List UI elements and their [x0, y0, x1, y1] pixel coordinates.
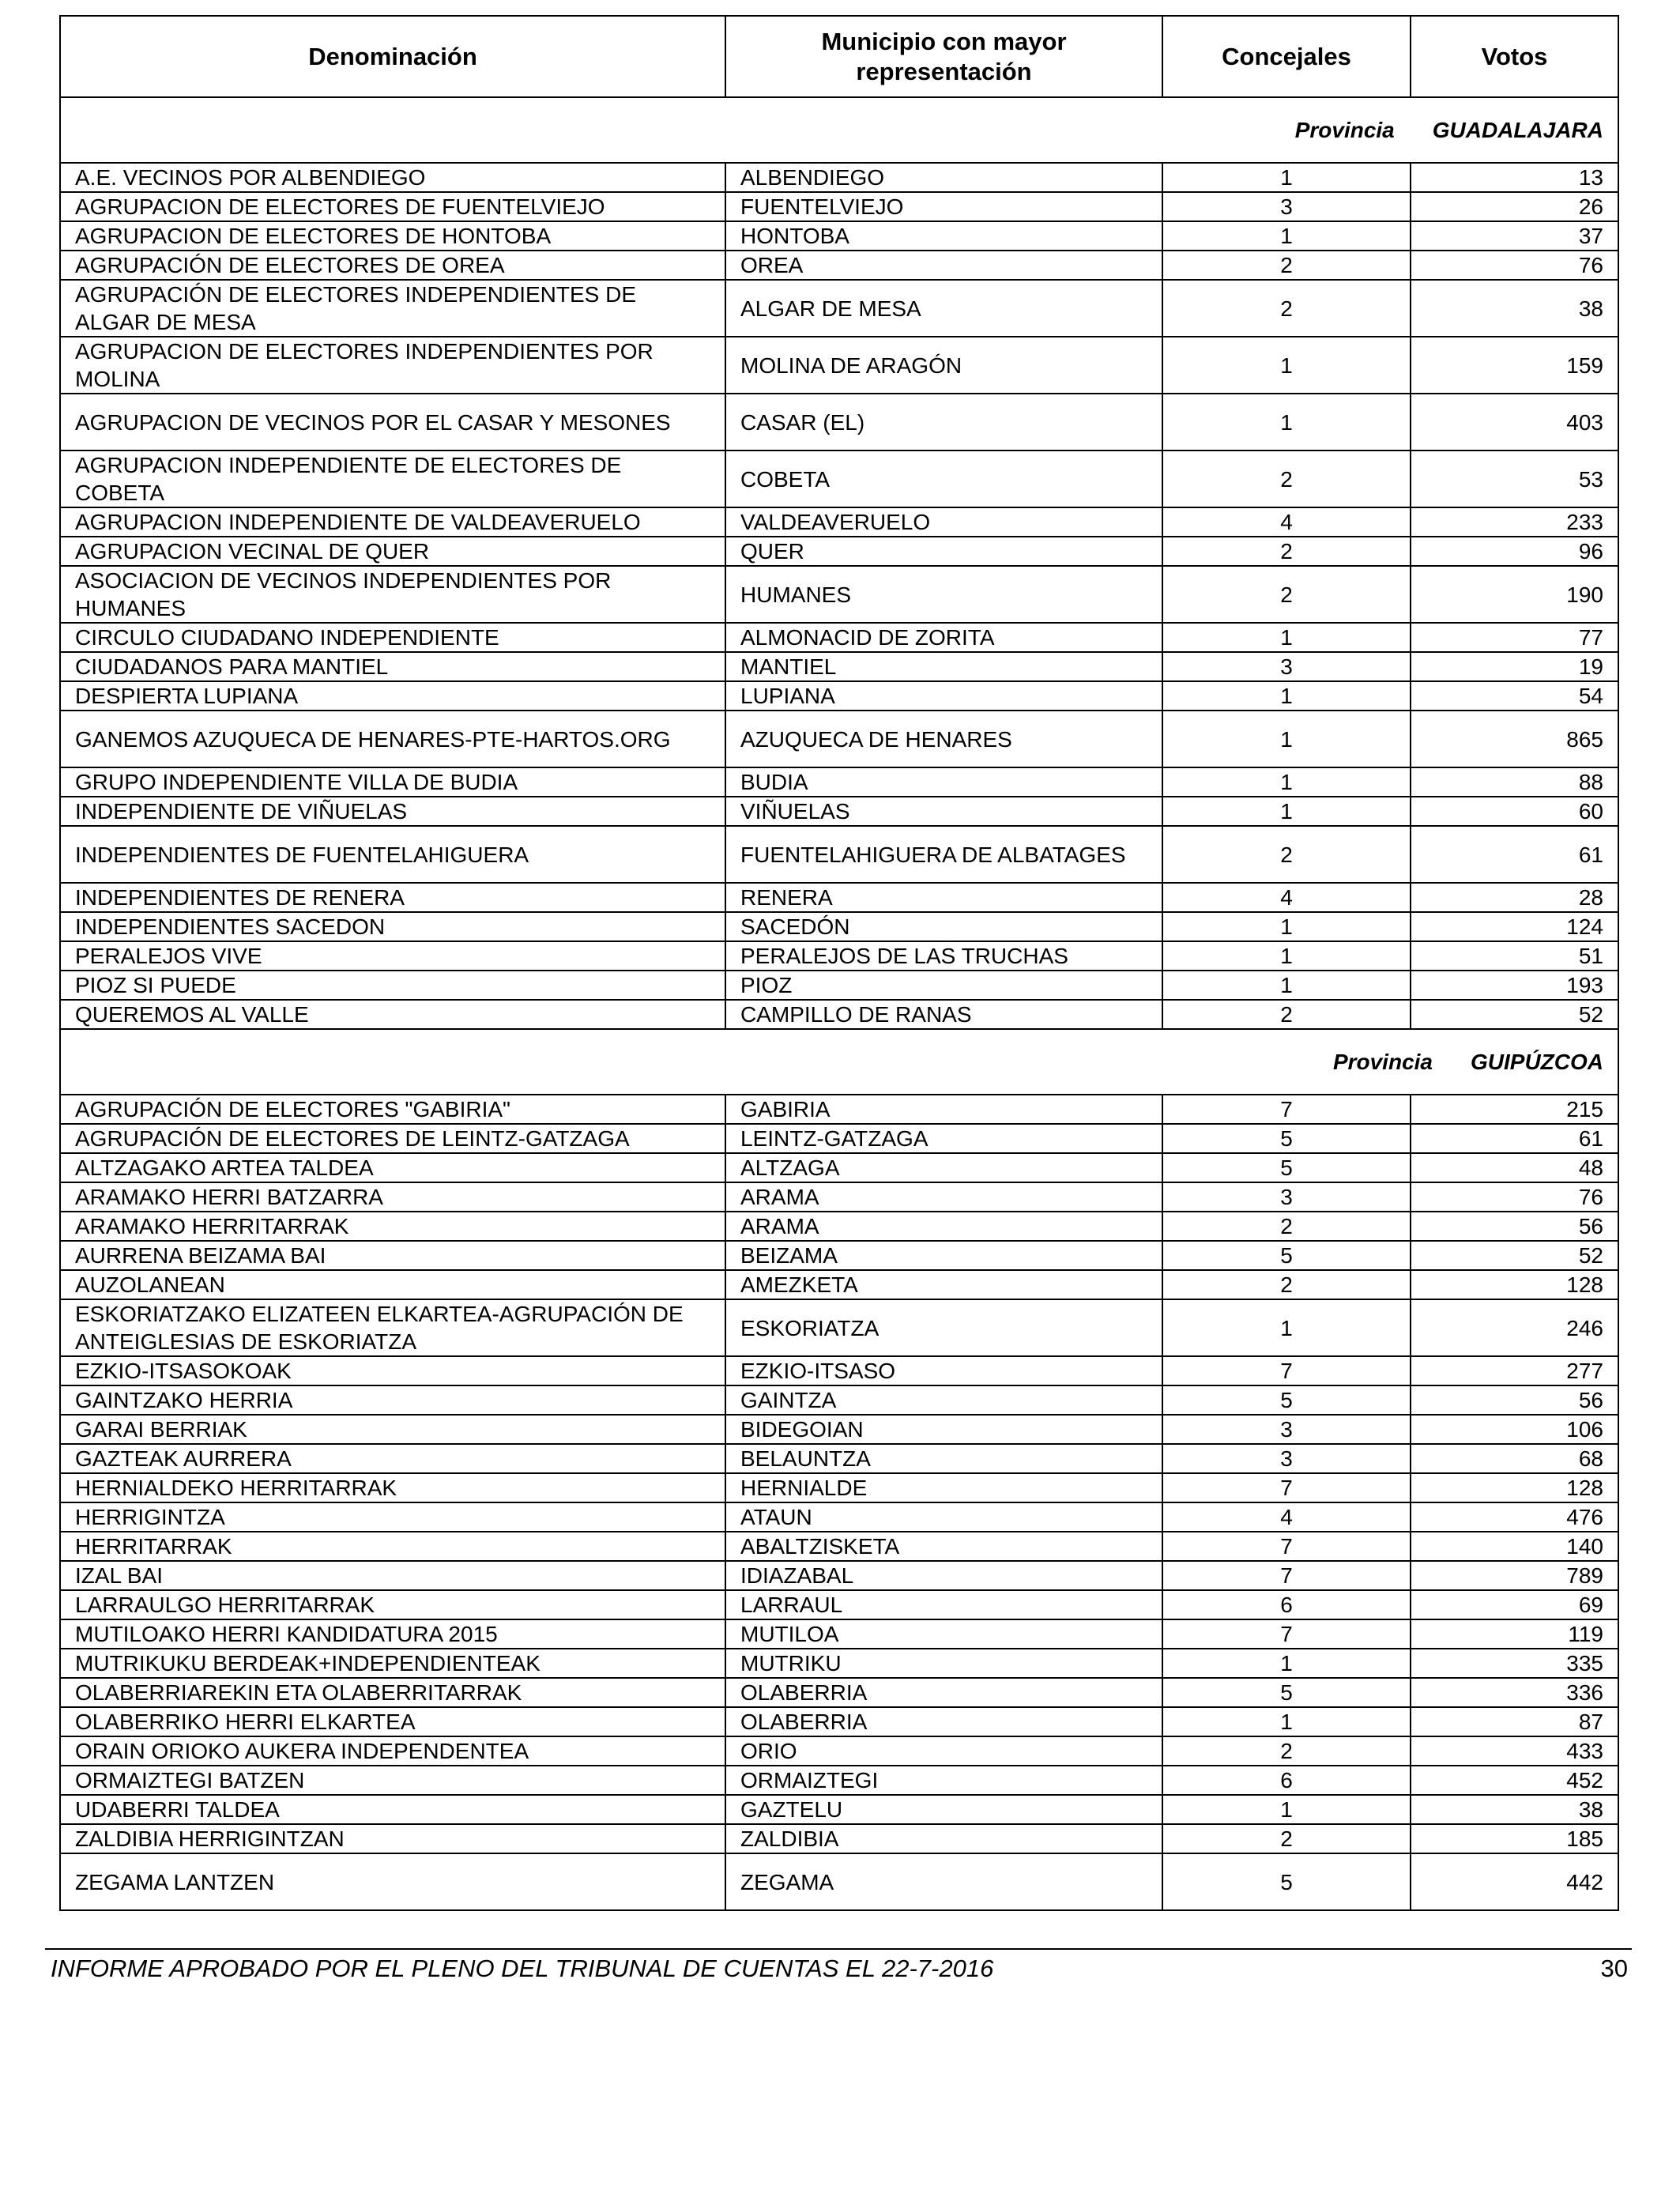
votos-cell: 68 — [1411, 1444, 1618, 1473]
votos-cell: 52 — [1411, 1000, 1618, 1029]
concejales-cell: 5 — [1162, 1678, 1411, 1707]
denominacion-cell: MUTRIKUKU BERDEAK+INDEPENDIENTEAK — [60, 1649, 725, 1678]
municipio-cell: COBETA — [725, 450, 1162, 507]
denominacion-cell: INDEPENDIENTES DE FUENTELAHIGUERA — [60, 826, 725, 883]
votos-cell: 403 — [1411, 394, 1618, 450]
table-row — [60, 711, 1618, 767]
table-row — [60, 1590, 1618, 1619]
denominacion-cell: ORAIN ORIOKO AUKERA INDEPENDENTEA — [60, 1736, 725, 1766]
denominacion-cell: AUZOLANEAN — [60, 1270, 725, 1299]
table-row — [60, 394, 1618, 450]
municipio-cell: AMEZKETA — [725, 1270, 1162, 1299]
concejales-cell: 4 — [1162, 507, 1411, 537]
denominacion-cell: A.E. VECINOS POR ALBENDIEGO — [60, 163, 725, 192]
concejales-cell: 7 — [1162, 1561, 1411, 1590]
votos-cell: 159 — [1411, 337, 1618, 394]
municipio-cell: PIOZ — [725, 971, 1162, 1000]
votos-cell: 336 — [1411, 1678, 1618, 1707]
concejales-cell: 3 — [1162, 652, 1411, 681]
municipio-cell: LARRAUL — [725, 1590, 1162, 1619]
votos-cell: 789 — [1411, 1561, 1618, 1590]
table-row — [60, 280, 1618, 337]
concejales-cell: 5 — [1162, 1241, 1411, 1270]
municipio-cell: BUDIA — [725, 767, 1162, 797]
denominacion-cell: AGRUPACIÓN DE ELECTORES DE OREA — [60, 251, 725, 280]
table-row — [60, 337, 1618, 394]
table-row — [60, 1766, 1618, 1795]
votos-cell: 56 — [1411, 1385, 1618, 1415]
header-row — [60, 16, 1618, 97]
results-table — [59, 15, 1619, 1911]
municipio-cell: GABIRIA — [725, 1095, 1162, 1124]
votos-cell: 233 — [1411, 507, 1618, 537]
denominacion-cell: AGRUPACIÓN DE ELECTORES DE LEINTZ-GATZAGA — [60, 1124, 725, 1153]
table-row — [60, 1473, 1618, 1502]
denominacion-cell: AGRUPACION DE ELECTORES INDEPENDIENTES POR MOLINA — [60, 337, 725, 394]
denominacion-cell: ALTZAGAKO ARTEA TALDEA — [60, 1153, 725, 1182]
province-cell — [60, 1029, 1618, 1095]
denominacion-cell: CIRCULO CIUDADANO INDEPENDIENTE — [60, 623, 725, 652]
denominacion-cell: AGRUPACION INDEPENDIENTE DE VALDEAVERUELO — [60, 507, 725, 537]
denominacion-cell: ARAMAKO HERRITARRAK — [60, 1212, 725, 1241]
concejales-cell: 1 — [1162, 337, 1411, 394]
municipio-cell: MUTRIKU — [725, 1649, 1162, 1678]
table-row — [60, 251, 1618, 280]
municipio-cell: BIDEGOIAN — [725, 1415, 1162, 1444]
municipio-cell: HERNIALDE — [725, 1473, 1162, 1502]
table-row — [60, 1678, 1618, 1707]
table-row — [60, 507, 1618, 537]
municipio-cell: ESKORIATZA — [725, 1299, 1162, 1356]
denominacion-cell: INDEPENDIENTES SACEDON — [60, 912, 725, 941]
municipio-cell: ALGAR DE MESA — [725, 280, 1162, 337]
concejales-cell: 5 — [1162, 1153, 1411, 1182]
denominacion-cell: AURRENA BEIZAMA BAI — [60, 1241, 725, 1270]
concejales-cell: 1 — [1162, 912, 1411, 941]
concejales-cell: 7 — [1162, 1356, 1411, 1385]
table-row — [60, 767, 1618, 797]
table-row — [60, 971, 1618, 1000]
table-row — [60, 221, 1618, 251]
municipio-cell: MOLINA DE ARAGÓN — [725, 337, 1162, 394]
concejales-cell: 6 — [1162, 1590, 1411, 1619]
municipio-cell: PERALEJOS DE LAS TRUCHAS — [725, 941, 1162, 971]
municipio-cell: VALDEAVERUELO — [725, 507, 1162, 537]
table-row — [60, 566, 1618, 623]
municipio-cell: VIÑUELAS — [725, 797, 1162, 826]
denominacion-cell: GAZTEAK AURRERA — [60, 1444, 725, 1473]
table-row — [60, 1532, 1618, 1561]
concejales-cell: 3 — [1162, 1415, 1411, 1444]
votos-cell: 38 — [1411, 280, 1618, 337]
table-row — [60, 1182, 1618, 1212]
denominacion-cell: HERNIALDEKO HERRITARRAK — [60, 1473, 725, 1502]
province-label: Provincia — [1332, 1050, 1433, 1074]
municipio-cell: OLABERRIA — [725, 1707, 1162, 1736]
concejales-cell: 3 — [1162, 1182, 1411, 1212]
denominacion-cell: AGRUPACION VECINAL DE QUER — [60, 537, 725, 566]
municipio-cell: OLABERRIA — [725, 1678, 1162, 1707]
votos-cell: 87 — [1411, 1707, 1618, 1736]
denominacion-cell: PERALEJOS VIVE — [60, 941, 725, 971]
concejales-cell: 1 — [1162, 681, 1411, 711]
votos-cell: 476 — [1411, 1502, 1618, 1532]
municipio-cell: ARAMA — [725, 1182, 1162, 1212]
denominacion-cell: INDEPENDIENTES DE RENERA — [60, 883, 725, 912]
votos-cell: 246 — [1411, 1299, 1618, 1356]
table-row — [60, 450, 1618, 507]
votos-cell: 76 — [1411, 1182, 1618, 1212]
municipio-cell: ORIO — [725, 1736, 1162, 1766]
table-row — [60, 1356, 1618, 1385]
denominacion-cell: IZAL BAI — [60, 1561, 725, 1590]
concejales-cell: 1 — [1162, 711, 1411, 767]
votos-cell: 865 — [1411, 711, 1618, 767]
municipio-cell: RENERA — [725, 883, 1162, 912]
table-row — [60, 1299, 1618, 1356]
votos-cell: 56 — [1411, 1212, 1618, 1241]
concejales-cell: 1 — [1162, 394, 1411, 450]
municipio-cell: CASAR (EL) — [725, 394, 1162, 450]
municipio-cell: HONTOBA — [725, 221, 1162, 251]
votos-cell: 52 — [1411, 1241, 1618, 1270]
concejales-cell: 1 — [1162, 1649, 1411, 1678]
table-header — [60, 16, 1618, 97]
municipio-cell: GAZTELU — [725, 1795, 1162, 1824]
table-row — [60, 623, 1618, 652]
votos-cell: 19 — [1411, 652, 1618, 681]
table-row — [60, 912, 1618, 941]
header-denominacion: Denominación — [60, 16, 725, 97]
denominacion-cell: OLABERRIKO HERRI ELKARTEA — [60, 1707, 725, 1736]
municipio-cell: MANTIEL — [725, 652, 1162, 681]
denominacion-cell: AGRUPACION DE ELECTORES DE FUENTELVIEJO — [60, 192, 725, 221]
table-row — [60, 1736, 1618, 1766]
votos-cell: 61 — [1411, 1124, 1618, 1153]
denominacion-cell: GRUPO INDEPENDIENTE VILLA DE BUDIA — [60, 767, 725, 797]
denominacion-cell: AGRUPACIÓN DE ELECTORES INDEPENDIENTES DE ALGAR DE MESA — [60, 280, 725, 337]
denominacion-cell: ZEGAMA LANTZEN — [60, 1853, 725, 1910]
votos-cell: 26 — [1411, 192, 1618, 221]
concejales-cell: 7 — [1162, 1473, 1411, 1502]
votos-cell: 96 — [1411, 537, 1618, 566]
denominacion-cell: AGRUPACION DE VECINOS POR EL CASAR Y MESONES — [60, 394, 725, 450]
table-row — [60, 537, 1618, 566]
denominacion-cell: DESPIERTA LUPIANA — [60, 681, 725, 711]
concejales-cell: 1 — [1162, 971, 1411, 1000]
votos-cell: 61 — [1411, 826, 1618, 883]
denominacion-cell: MUTILOAKO HERRI KANDIDATURA 2015 — [60, 1619, 725, 1649]
votos-cell: 128 — [1411, 1270, 1618, 1299]
denominacion-cell: GARAI BERRIAK — [60, 1415, 725, 1444]
table-row — [60, 1502, 1618, 1532]
page-number: 30 — [1600, 1955, 1628, 1982]
municipio-cell: ALBENDIEGO — [725, 163, 1162, 192]
denominacion-cell: EZKIO-ITSASOKOAK — [60, 1356, 725, 1385]
votos-cell: 128 — [1411, 1473, 1618, 1502]
municipio-cell: MUTILOA — [725, 1619, 1162, 1649]
footer-text: INFORME APROBADO POR EL PLENO DEL TRIBUNAL DE CUENTAS EL 22-7-2016 — [51, 1955, 994, 1982]
municipio-cell: ATAUN — [725, 1502, 1162, 1532]
concejales-cell: 1 — [1162, 623, 1411, 652]
footer-divider — [45, 1948, 1632, 1950]
table-row — [60, 1824, 1618, 1853]
municipio-cell: AZUQUECA DE HENARES — [725, 711, 1162, 767]
votos-cell: 51 — [1411, 941, 1618, 971]
municipio-cell: LUPIANA — [725, 681, 1162, 711]
concejales-cell: 1 — [1162, 1795, 1411, 1824]
concejales-cell: 2 — [1162, 537, 1411, 566]
province-row — [60, 1029, 1618, 1095]
table-row — [60, 192, 1618, 221]
header-concejales: Concejales — [1162, 16, 1411, 97]
votos-cell: 335 — [1411, 1649, 1618, 1678]
votos-cell: 77 — [1411, 623, 1618, 652]
province-label: Provincia — [1294, 118, 1395, 142]
municipio-cell: SACEDÓN — [725, 912, 1162, 941]
municipio-cell: EZKIO-ITSASO — [725, 1356, 1162, 1385]
concejales-cell: 1 — [1162, 1299, 1411, 1356]
denominacion-cell: ESKORIATZAKO ELIZATEEN ELKARTEA-AGRUPACIÓN DE ANTEIGLESIAS DE ESKORIATZA — [60, 1299, 725, 1356]
votos-cell: 60 — [1411, 797, 1618, 826]
header-municipio: Municipio con mayor representación — [725, 16, 1162, 97]
concejales-cell: 1 — [1162, 941, 1411, 971]
concejales-cell: 2 — [1162, 251, 1411, 280]
votos-cell: 28 — [1411, 883, 1618, 912]
concejales-cell: 3 — [1162, 1444, 1411, 1473]
denominacion-cell: AGRUPACIÓN DE ELECTORES "GABIRIA" — [60, 1095, 725, 1124]
municipio-cell: ZEGAMA — [725, 1853, 1162, 1910]
table-row — [60, 883, 1618, 912]
concejales-cell: 5 — [1162, 1124, 1411, 1153]
municipio-cell: IDIAZABAL — [725, 1561, 1162, 1590]
concejales-cell: 3 — [1162, 192, 1411, 221]
table-row — [60, 1853, 1618, 1910]
votos-cell: 119 — [1411, 1619, 1618, 1649]
concejales-cell: 1 — [1162, 797, 1411, 826]
concejales-cell: 2 — [1162, 280, 1411, 337]
concejales-cell: 2 — [1162, 1212, 1411, 1241]
table-row — [60, 1124, 1618, 1153]
table-row — [60, 1153, 1618, 1182]
municipio-cell: FUENTELVIEJO — [725, 192, 1162, 221]
votos-cell: 88 — [1411, 767, 1618, 797]
concejales-cell: 2 — [1162, 1270, 1411, 1299]
concejales-cell: 7 — [1162, 1532, 1411, 1561]
table-row — [60, 1561, 1618, 1590]
province-name: GUADALAJARA — [1432, 118, 1603, 142]
table-row — [60, 826, 1618, 883]
table-row — [60, 1385, 1618, 1415]
concejales-cell: 2 — [1162, 566, 1411, 623]
table-row — [60, 1241, 1618, 1270]
votos-cell: 190 — [1411, 566, 1618, 623]
concejales-cell: 1 — [1162, 767, 1411, 797]
municipio-cell: BEIZAMA — [725, 1241, 1162, 1270]
concejales-cell: 1 — [1162, 1707, 1411, 1736]
denominacion-cell: ASOCIACION DE VECINOS INDEPENDIENTES POR HUMANES — [60, 566, 725, 623]
table-row — [60, 941, 1618, 971]
table-row — [60, 1415, 1618, 1444]
municipio-cell: BELAUNTZA — [725, 1444, 1162, 1473]
concejales-cell: 2 — [1162, 450, 1411, 507]
municipio-cell: ORMAIZTEGI — [725, 1766, 1162, 1795]
table-row — [60, 1649, 1618, 1678]
denominacion-cell: ORMAIZTEGI BATZEN — [60, 1766, 725, 1795]
votos-cell: 433 — [1411, 1736, 1618, 1766]
concejales-cell: 5 — [1162, 1385, 1411, 1415]
table-row — [60, 1707, 1618, 1736]
votos-cell: 277 — [1411, 1356, 1618, 1385]
concejales-cell: 7 — [1162, 1095, 1411, 1124]
table-row — [60, 163, 1618, 192]
municipio-cell: ZALDIBIA — [725, 1824, 1162, 1853]
municipio-cell: FUENTELAHIGUERA DE ALBATAGES — [725, 826, 1162, 883]
denominacion-cell: OLABERRIAREKIN ETA OLABERRITARRAK — [60, 1678, 725, 1707]
denominacion-cell: AGRUPACION DE ELECTORES DE HONTOBA — [60, 221, 725, 251]
concejales-cell: 2 — [1162, 1736, 1411, 1766]
denominacion-cell: HERRITARRAK — [60, 1532, 725, 1561]
municipio-cell: ALMONACID DE ZORITA — [725, 623, 1162, 652]
table-body — [60, 97, 1618, 1910]
table-row — [60, 1619, 1618, 1649]
votos-cell: 38 — [1411, 1795, 1618, 1824]
denominacion-cell: PIOZ SI PUEDE — [60, 971, 725, 1000]
votos-cell: 76 — [1411, 251, 1618, 280]
denominacion-cell: QUEREMOS AL VALLE — [60, 1000, 725, 1029]
concejales-cell: 4 — [1162, 1502, 1411, 1532]
denominacion-cell: GAINTZAKO HERRIA — [60, 1385, 725, 1415]
province-row — [60, 97, 1618, 163]
municipio-cell: LEINTZ-GATZAGA — [725, 1124, 1162, 1153]
votos-cell: 106 — [1411, 1415, 1618, 1444]
votos-cell: 13 — [1411, 163, 1618, 192]
table-row — [60, 1000, 1618, 1029]
denominacion-cell: LARRAULGO HERRITARRAK — [60, 1590, 725, 1619]
table-row — [60, 1212, 1618, 1241]
votos-cell: 452 — [1411, 1766, 1618, 1795]
municipio-cell: OREA — [725, 251, 1162, 280]
denominacion-cell: HERRIGINTZA — [60, 1502, 725, 1532]
denominacion-cell: AGRUPACION INDEPENDIENTE DE ELECTORES DE COBETA — [60, 450, 725, 507]
table-row — [60, 652, 1618, 681]
concejales-cell: 4 — [1162, 883, 1411, 912]
municipio-cell: GAINTZA — [725, 1385, 1162, 1415]
votos-cell: 48 — [1411, 1153, 1618, 1182]
concejales-cell: 2 — [1162, 1824, 1411, 1853]
votos-cell: 124 — [1411, 912, 1618, 941]
votos-cell: 53 — [1411, 450, 1618, 507]
votos-cell: 69 — [1411, 1590, 1618, 1619]
concejales-cell: 7 — [1162, 1619, 1411, 1649]
votos-cell: 37 — [1411, 221, 1618, 251]
concejales-cell: 1 — [1162, 163, 1411, 192]
votos-cell: 442 — [1411, 1853, 1618, 1910]
denominacion-cell: ARAMAKO HERRI BATZARRA — [60, 1182, 725, 1212]
denominacion-cell: UDABERRI TALDEA — [60, 1795, 725, 1824]
table-row — [60, 1444, 1618, 1473]
denominacion-cell: CIUDADANOS PARA MANTIEL — [60, 652, 725, 681]
municipio-cell: ARAMA — [725, 1212, 1162, 1241]
denominacion-cell: ZALDIBIA HERRIGINTZAN — [60, 1824, 725, 1853]
votos-cell: 193 — [1411, 971, 1618, 1000]
table-row — [60, 681, 1618, 711]
concejales-cell: 1 — [1162, 221, 1411, 251]
denominacion-cell: GANEMOS AZUQUECA DE HENARES-PTE-HARTOS.ORG — [60, 711, 725, 767]
votos-cell: 140 — [1411, 1532, 1618, 1561]
municipio-cell: ABALTZISKETA — [725, 1532, 1162, 1561]
table-row — [60, 1095, 1618, 1124]
municipio-cell: HUMANES — [725, 566, 1162, 623]
table-row — [60, 1270, 1618, 1299]
table-row — [60, 1795, 1618, 1824]
header-votos: Votos — [1411, 16, 1618, 97]
concejales-cell: 5 — [1162, 1853, 1411, 1910]
concejales-cell: 2 — [1162, 1000, 1411, 1029]
table-row — [60, 797, 1618, 826]
votos-cell: 185 — [1411, 1824, 1618, 1853]
province-name: GUIPÚZCOA — [1471, 1050, 1603, 1074]
municipio-cell: CAMPILLO DE RANAS — [725, 1000, 1162, 1029]
province-cell — [60, 97, 1618, 163]
concejales-cell: 6 — [1162, 1766, 1411, 1795]
votos-cell: 215 — [1411, 1095, 1618, 1124]
municipio-cell: ALTZAGA — [725, 1153, 1162, 1182]
votos-cell: 54 — [1411, 681, 1618, 711]
concejales-cell: 2 — [1162, 826, 1411, 883]
municipio-cell: QUER — [725, 537, 1162, 566]
denominacion-cell: INDEPENDIENTE DE VIÑUELAS — [60, 797, 725, 826]
